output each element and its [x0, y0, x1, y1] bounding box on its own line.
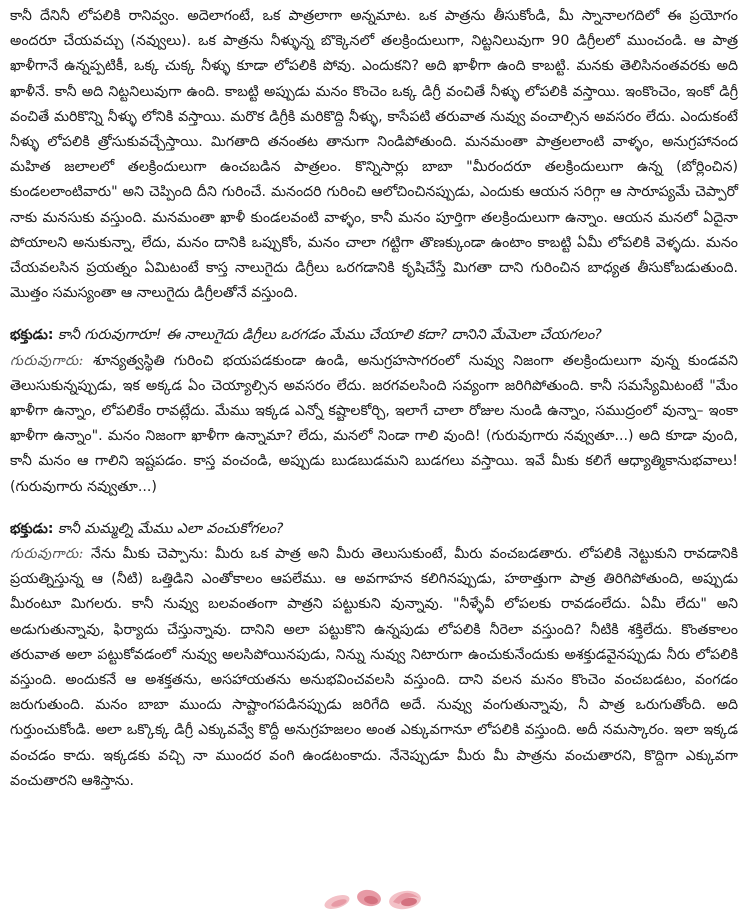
guru-label: గురువుగారు:: [10, 352, 84, 369]
devotee-question-text: కానీ మమ్మల్ని మేము ఎలా వంచుకోగలం?: [57, 520, 284, 537]
guru-answer-2: [10, 542, 738, 794]
devotee-question-1: [10, 323, 738, 348]
rose-petals-icon: [319, 880, 429, 916]
paragraph-intro: కానీ దేనినీ లోపలికి రానివ్వం. అదెలాగంటే, ఒక పాత్రలాగా అన్నమాట. ఒక పాత్రను తీసుకోండి, మీ స్నానాలగదిలో ఈ ప్రయోగం అందరూ చేయవచ్చు (నవ్వులు). ఒక పాత్రను నీళ్ళున్న బొక్కెనలో తలక్రిందులుగా, నిట్టనిలువుగా 90 డిగ్రీలలో ముంచండి. ఆ పాత్ర ఖాళీగానే ఉన్నప్పటికీ, ఒక్క చుక్క నీళ్ళు కూడా లోపలికి పోవు. ఎందుకని? అది ఖాళీగా ఉంది కాబట్టి. మనకు తెలిసినంతవరకు అది ఖాళీనే. కానీ అది నిట్టనిలువుగా ఉంది. కాబట్టి అప్పుడు మనం కొంచెం ఒక్క డిగ్రీ వంచితే నీళ్ళు లోపలికి వస్తాయి. ఇంకొంచెం, ఇంకో డిగ్రీ వంచితే మరికొన్ని నీళ్ళు లోనికి వస్తాయి. మరొక డిగ్రీకి మరికొద్ది నీళ్ళు, కాసేపటి తరువాత నువ్వు వంచాల్సిన అవసరం లేదు. ఎందుకంటే నీళ్ళు లోపలికి త్రోసుకువచ్చేస్తాయి. మిగతాది తనంతట తానుగా నిండిపోతుంది. మనమంతా పాత్రలలాంటి వాళ్ళం, అనుగ్రహానంద మహిత జలాలలో తలక్రిందులుగా ఉంచబడిన పాత్రలం. కొన్నిసార్లు బాబా "మీరందరూ తలక్రిందులుగా ఉన్న (బోర్లించిన) కుండలలాంటివారు" అని చెప్పింది దీని గురించే. మనందరి గురించి ఆలోచించినప్పుడు, ఎందుకు ఆయన సరిగ్గా ఆ సారూప్యమే చెప్పారో నాకు మనసుకు వస్తుంది. మనమంతా ఖాళీ కుండలవంటి వాళ్ళం, కానీ మనం పూర్తిగా తలక్రిందులుగా ఉన్నాం. ఆయన మనలో ఏదైనా పోయాలని అనుకున్నా, లేదు, మనం దానికి ఒప్పుకోం, మనం చాలా గట్టిగా తొణక్కుండా ఉంటాం కాబట్టి ఏమీ లోపలికి వెళ్ళదు. మనం చేయవలసిన ప్రయత్నం ఏమిటంటే కాస్త నాలుగైదు డిగ్రీలు ఒరగడానికి కృషిచేస్తే మిగతా దాని గురించిన బాధ్యత తీసుకోబడుతుంది. మొత్తం సమస్యంతా ఆ నాలుగైదు డిగ్రీలతోనే వస్తుంది.: [10, 8, 738, 302]
devotee-question-text: కానీ గురువుగారూ! ఈ నాలుగైదు డిగ్రీలు ఒరగడం మేము చేయాలి కదా? దానిని మేమెలా చేయగలం?: [57, 327, 602, 344]
guru-label: గురువుగారు:: [10, 546, 84, 563]
devotee-question-2: [10, 517, 738, 542]
guru-answer-1: [10, 349, 738, 500]
devotee-label: భక్తుడు:: [10, 327, 54, 344]
devotee-label: భక్తుడు:: [10, 520, 54, 537]
guru-answer-text: శూన్యత్వస్థితి గురించి భయపడకుండా ఉండి, అనుగ్రహసాగరంలో నువ్వు నిజంగా తలక్రిందులుగా వున్న కుండవని తెలుసుకున్నప్పుడు, ఇక అక్కడ ఏం చెయ్యాల్సిన అవసరం లేదు. జరగవలసింది సవ్యంగా జరిగిపోతుంది. కానీ సమస్యేమిటంటే "మేం ఖాళీగా ఉన్నాం, లోపలికేం రావట్లేదు. మేము ఇక్కడ ఎన్నో కష్టాలకోర్చి, ఇలాగే చాలా రోజుల నుండి ఉన్నాం, సముద్రంలో వున్నా– ఇంకా ఖాళీగా ఉన్నాం". మనం నిజంగా ఖాళీగా ఉన్నామా? లేదు, మనలో నిండా గాలి వుంది! (గురువుగారు నవ్వుతూ...) అది కూడా వుంది, కానీ మనం ఆ గాలిని ఇష్టపడం. కాస్త వంచండి, అప్పుడు బుడబుడమని బుడగలు వస్తాయి. ఇవే మీకు కలిగే ఆధ్యాత్మికానుభవాలు! (గురువుగారు నవ్వుతూ...): [10, 352, 739, 495]
document-page: [10, 4, 738, 794]
petal-ornament: [0, 880, 747, 916]
guru-answer-text: నేను మీకు చెప్పాను: మీరు ఒక పాత్ర అని మీరు తెలుసుకుంటే, మీరు వంచబడతారు. లోపలికి నెట్టుకుని రావడానికి ప్రయత్నిస్తున్న ఆ (నీటి) ఒత్తిడిని ఎంతోకాలం ఆపలేము. ఆ అవగాహన కలిగినప్పుడు, హఠాత్తుగా పాత్ర తిరిగిపోతుంది, అప్పుడు మీరంటూ మిగలరు. కానీ నువ్వు బలవంతంగా పాత్రని పట్టుకుని వున్నావు. "నీళ్ళేవీ లోపలకు రావడంలేదు. ఏమీ లేదు" అని అడుగుతున్నావు, ఫిర్యాదు చేస్తున్నావు. దానిని అలా పట్టుకొని ఉన్నపుడు లోపలికి నీరెలా వస్తుంది? నీటికి శక్తిలేదు. కొంతకాలం తరువాత అలా పట్టుకోవడంలో నువ్వు అలసిపోయినపుడు, నిన్ను నువ్వు నిటారుగా ఉంచుకునేందుకు అశక్తుడవైనప్పుడు నీరు లోపలికి వస్తుంది. అందుకనే ఆ అశక్తతను, అసహాయతను అనుభవించవలసి వస్తుంది. దాని వలన మనం కొంచెం వంచబడటం, వంగడం జరుగుతుంది. మనం బాబా ముందు సాష్టాంగపడినప్పుడు జరిగేది అదే. నువ్వు వంగుతున్నావు, నీ పాత్ర ఒరుగుతోంది. అది గుర్తుంచుకోండి. అలా ఒక్కొక్క డిగ్రీ ఎక్కువవ్వే కొద్దీ అనుగ్రహజలం అంత ఎక్కువగానూ లోపలికి వస్తుంది. అదీ నమస్కారం. ఇలా ఇక్కడ వంచడం కాదు. ఇక్కడకు వచ్చి నా ముందర వంగి ఉండటంకాదు. నేనెప్పుడూ మీరు మీ పాత్రను వంచుతారని, కొద్దిగా ఎక్కువగా వంచుతారని ఆశిస్తాను.: [10, 546, 738, 789]
